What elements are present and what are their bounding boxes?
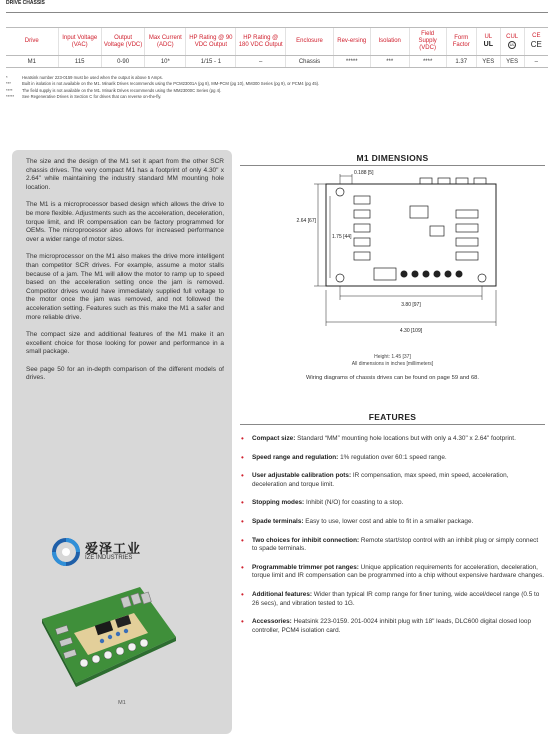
feature-text: Standard “MM” mounting hole locations but with only a 4.30" x 2.64" footprint.	[295, 435, 516, 442]
col-enclosure: Enclosure	[286, 28, 334, 56]
footnote-mark: *	[6, 75, 8, 80]
bullet-icon: •	[241, 452, 244, 462]
feature-text: Easy to use, lower cost and able to fit in a smaller package.	[303, 517, 474, 525]
feature-label: Speed range and regulation:	[252, 453, 339, 461]
list-item	[240, 591, 545, 608]
footnote-mark: ****	[6, 87, 13, 93]
feature-text: Wider than typical IR comp range for finer tuning, wide accel/decel range (0.5 to 26 secs), and vibration tested to 1G.	[252, 590, 540, 607]
bullet-icon: •	[241, 589, 244, 599]
col-field-supply: Field Supply (VDC)	[409, 28, 446, 56]
description-paragraph: The M1 is a microprocessor based design which allows the drive to be more flexible. Adjustments such as the acceleration, deceleration, torque limit, and IR compensation can be factory programmed for OEMs. The microprocessor also allows for increased performance over a wider range of motor sizes.	[26, 201, 224, 243]
table-row	[6, 56, 548, 68]
description-paragraph: The microprocessor on the M1 also makes the drive more intelligent than competitor SCR drives. For example, assume a motor stalls because of a jam. The M1 will allow the motor to ramp up to speed based on the acceleration setting once the jam is removed. Competitor drives would have immediately supplied full voltage to the motor once the jam was removed, and not followed the acceleration setting. Features such as this make the M1 a safer and more reliable drive.	[26, 253, 224, 321]
cell-hp-180: –	[236, 56, 286, 68]
footnote-text: Built in isolation is not available on the M1. Minarik Drives recommends using the PCM23001A (pg 8), MM-PCM (pg 10), MM300 Series (pg 9), or PCM4 (pg 45).	[22, 81, 320, 87]
top-divider	[6, 12, 548, 13]
bullet-icon: •	[241, 516, 244, 526]
cell-input-voltage: 115	[58, 56, 101, 68]
list-item	[240, 435, 545, 444]
list-item	[240, 499, 545, 508]
features-title: FEATURES	[368, 412, 417, 422]
col-isolation: Isolation	[370, 28, 409, 56]
bullet-icon: •	[241, 498, 244, 508]
feature-label: User adjustable calibration pots:	[252, 472, 352, 480]
logo-text-english: IZE INDUSTRIES	[85, 555, 133, 561]
col-ul	[476, 28, 500, 56]
feature-text: Unique application requirements for acceleration, deceleration, torque limit and IR compensation can be programmed into a chip without expensive hardware changes.	[252, 563, 545, 580]
section-heading: DRIVE CHASSIS	[6, 0, 45, 6]
bullet-icon: •	[241, 617, 244, 627]
col-drive: Drive	[6, 28, 58, 56]
list-item	[240, 564, 545, 581]
cell-enclosure: Chassis	[286, 56, 334, 68]
col-hp-90: HP Rating @ 90 VDC Output	[186, 28, 236, 56]
col-max-current: Max Current (ADC)	[145, 28, 186, 56]
feature-text: Inhibit (N/O) for coasting to a stop.	[304, 499, 404, 507]
cul-certification-icon: UL	[509, 41, 515, 47]
footnote-text: The field supply is not available on the M1. Minarik Drives recommends using the MM23000C Series (pg 4).	[22, 87, 222, 93]
description-paragraph: See page 50 for an in-depth comparison of the different models of drives.	[26, 365, 224, 382]
cell-ce: –	[524, 56, 548, 68]
list-item	[240, 537, 545, 554]
feature-text: IR compensation, max speed, min speed, acceleration, deceleration and torque limit.	[252, 472, 509, 488]
list-item	[240, 518, 545, 527]
wiring-note: Wiring diagrams of chassis drives can be found on page 59 and 68.	[305, 375, 480, 381]
col-output-voltage: Output Voltage (VDC)	[101, 28, 144, 56]
col-ce	[524, 28, 548, 56]
logo-emblem-icon	[52, 538, 80, 566]
col-reversing: Rev-ersing	[333, 28, 370, 56]
feature-label: Stopping modes:	[252, 499, 305, 507]
cul-header-label: CUL	[506, 34, 519, 41]
specs-table	[6, 27, 548, 68]
description-paragraph: The size and the design of the M1 set it apart from the other SCR chassis drives. The very compact M1 has a footprint of only 4.30" x 2.64" while maintaining the industry standard MM mounting hole location.	[26, 158, 224, 191]
description-text	[26, 158, 224, 392]
feature-label: Accessories:	[252, 618, 292, 626]
cell-max-current: 10*	[145, 56, 186, 68]
bullet-icon: •	[241, 434, 244, 443]
footnote-mark: ***	[6, 81, 11, 87]
ce-certification-icon: CE	[530, 40, 542, 50]
bullet-icon: •	[241, 471, 244, 481]
dim-width-outer-label: 4.30 [109]	[399, 328, 423, 334]
footnote-text: Heatsink number 223-0159 must be used when the output is above 5 Amps.	[22, 75, 163, 80]
units-note: All dimensions in inches [millimeters]	[351, 361, 434, 367]
feature-label: Compact size:	[252, 435, 296, 442]
list-item	[240, 472, 545, 489]
ce-header-label: CE	[532, 33, 541, 40]
ul-certification-icon: UL	[483, 40, 493, 48]
col-hp-180: HP Rating @ 180 VDC Output	[236, 28, 286, 56]
cell-isolation: ***	[370, 56, 409, 68]
footnotes	[6, 75, 546, 101]
cell-field-supply: ****	[409, 56, 446, 68]
col-cul	[500, 28, 524, 56]
bullet-icon: •	[241, 535, 244, 545]
company-logo	[52, 536, 192, 568]
feature-label: Spade terminals:	[252, 517, 304, 525]
ul-header-label: UL	[484, 34, 493, 41]
bullet-icon: •	[241, 562, 244, 572]
dim-hole-label: 0.188 [5]	[354, 170, 374, 176]
list-item	[240, 454, 545, 463]
feature-label: Programmable trimmer pot ranges:	[252, 563, 359, 571]
cell-output-voltage: 0-90	[101, 56, 144, 68]
features-divider	[240, 424, 545, 425]
feature-text: 1% regulation over 60:1 speed range.	[338, 453, 447, 461]
col-form-factor: Form Factor	[446, 28, 476, 56]
description-paragraph: The compact size and additional features of the M1 make it an excellent choice for those looking for power and performance in a small package.	[26, 331, 224, 356]
cell-ul: YES	[476, 56, 500, 68]
feature-text: Heatsink 223-0159. 201-0024 inhibit plug with 18" leads, DLC600 digital closed loop controller, PCM4 isolation card.	[252, 618, 532, 634]
footnote-mark: *****	[6, 94, 15, 100]
cell-cul: YES	[500, 56, 524, 68]
footnote-text: See Regenerative Drives in Section C for drives that can reverse on-the-fly.	[22, 94, 162, 100]
feature-label: Two choices for inhibit connection:	[252, 536, 360, 544]
feature-text: Remote start/stop control with an inhibit plug or simply connect to spade terminals.	[252, 536, 539, 553]
cell-drive: M1	[6, 56, 58, 68]
feature-label: Additional features:	[252, 590, 313, 598]
col-input-voltage: Input Voltage (VAC)	[58, 28, 101, 56]
list-item	[240, 618, 545, 635]
height-note: Height: 1.45 [37]	[374, 354, 411, 360]
dim-height-inner-label: 1.75 [44]	[332, 234, 352, 240]
dimensions-drawing	[270, 166, 540, 346]
cell-reversing: *****	[333, 56, 370, 68]
dim-width-inner-label: 3.80 [97]	[401, 302, 421, 308]
dim-height-outer-label: 2.64 [67]	[296, 218, 316, 224]
photo-caption: M1	[118, 700, 126, 706]
m1-board-photo	[36, 579, 180, 691]
footnote	[6, 94, 546, 100]
cell-form-factor: 1.37	[446, 56, 476, 68]
cell-hp-90: 1/15 - 1	[186, 56, 236, 68]
features-list	[240, 435, 545, 645]
dimensions-title: M1 DIMENSIONS	[356, 153, 429, 163]
table-header-row	[6, 28, 548, 56]
logo-text-chinese: 爱泽工业	[85, 541, 142, 556]
